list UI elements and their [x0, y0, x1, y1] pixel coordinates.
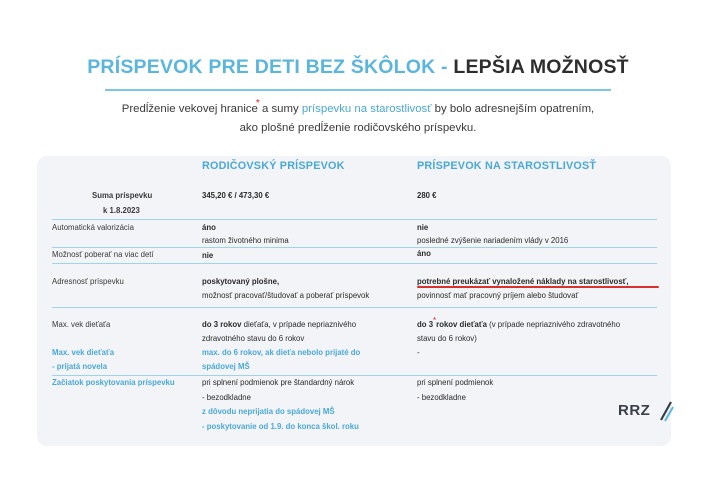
cell-zaciatok-a3: z dôvodu neprijatia do spádovej MŠ — [202, 407, 335, 416]
cell-valor-b2: posledné zvýšenie nariadením vlády v 2016 — [417, 236, 569, 245]
column-header-rodicovsky: RODIČOVSKÝ PRÍSPEVOK — [202, 160, 345, 172]
row-label-adresnost: Adresnosť príspevku — [52, 277, 124, 286]
cell-adres-b2: povinnosť mať pracovný príjem alebo študovať — [417, 291, 579, 300]
red-underline-annotation — [417, 286, 659, 288]
cell-suma-a: 345,20 € / 473,30 € — [202, 191, 270, 200]
red-asterisk: * — [255, 98, 260, 109]
logo-slash-icon — [658, 400, 674, 422]
cell-zaciatok-b2: - bezodkladne — [417, 393, 466, 402]
row-divider — [52, 263, 657, 264]
page-title — [0, 56, 716, 79]
row-label-max-vek: Max. vek dieťaťa — [52, 320, 111, 329]
cell-adres-a1: poskytovaný plošne, — [202, 277, 280, 286]
title-part-blue: PRÍSPEVOK PRE DETI BEZ ŠKÔLOK - — [87, 56, 448, 78]
title-underline — [105, 89, 611, 91]
cell-novela-a2: spádovej MŠ — [202, 362, 250, 371]
cell-zaciatok-b1: pri splnení podmienok — [417, 378, 494, 387]
column-header-starostlivost: PRÍSPEVOK NA STAROSTLIVOSŤ — [417, 160, 597, 172]
cell-maxvek-a1: do 3 rokov dieťaťa, v prípade nepriaznivého — [202, 320, 357, 329]
subtitle — [0, 100, 716, 137]
cell-valor-b1: nie — [417, 223, 429, 232]
cell-novela-b: - — [417, 348, 420, 357]
red-asterisk: * — [433, 316, 437, 325]
row-label-novela-sub: - prijatá novela — [52, 362, 108, 371]
cell-adres-b1: potrebné preukázať vynaložené náklady na starostlivosť, — [417, 277, 629, 286]
subtitle-line-2: ako plošné predĺženie rodičovského príspevku. — [239, 122, 477, 134]
cell-suma-b: 280 € — [417, 191, 437, 200]
cell-valor-a2: rastom životného minima — [202, 236, 289, 245]
cell-zaciatok-a4: - poskytovanie od 1.9. do konca škol. roku — [202, 422, 359, 431]
cell-maxvek-a2: zdravotného stavu do 6 rokov — [202, 334, 305, 343]
subtitle-text: a sumy — [261, 103, 299, 115]
row-label-novela: Max. vek dieťaťa — [52, 348, 115, 357]
title-part-dark: LEPŠIA MOŽNOSŤ — [453, 56, 629, 78]
cell-viac-a: nie — [202, 251, 214, 260]
row-label-zaciatok: Začiatok poskytovania príspevku — [52, 378, 175, 387]
subtitle-text: by bolo adresnejším opatrením, — [434, 103, 595, 115]
row-divider — [52, 219, 657, 220]
cell-zaciatok-a1: pri splnení podmienok pre štandardný nárok — [202, 378, 355, 387]
subtitle-highlight: príspevku na starostlivosť — [301, 103, 432, 115]
row-divider — [52, 307, 657, 308]
rrz-logo: RRZ — [618, 402, 650, 419]
cell-viac-b: áno — [417, 249, 431, 258]
cell-maxvek-b1: do 3*rokov dieťaťa (v prípade nepriaznivého zdravotného — [417, 316, 621, 329]
row-label-valorizacia: Automatická valorizácia — [52, 223, 134, 232]
row-label-viac-deti: Možnosť poberať na viac detí — [52, 250, 154, 259]
row-label-suma-date: k 1.8.2023 — [103, 206, 140, 215]
cell-valor-a1: áno — [202, 223, 216, 232]
row-label-suma: Suma príspevku — [92, 191, 153, 200]
cell-zaciatok-a2: - bezodkladne — [202, 393, 251, 402]
cell-maxvek-b2: stavu do 6 rokov) — [417, 334, 477, 343]
cell-novela-a1: max. do 6 rokov, ak dieťa nebolo prijaté do — [202, 348, 361, 357]
cell-adres-a2: možnosť pracovať/študovať a poberať príspevok — [202, 291, 370, 300]
subtitle-text: Predĺženie vekovej hranice — [121, 103, 258, 115]
